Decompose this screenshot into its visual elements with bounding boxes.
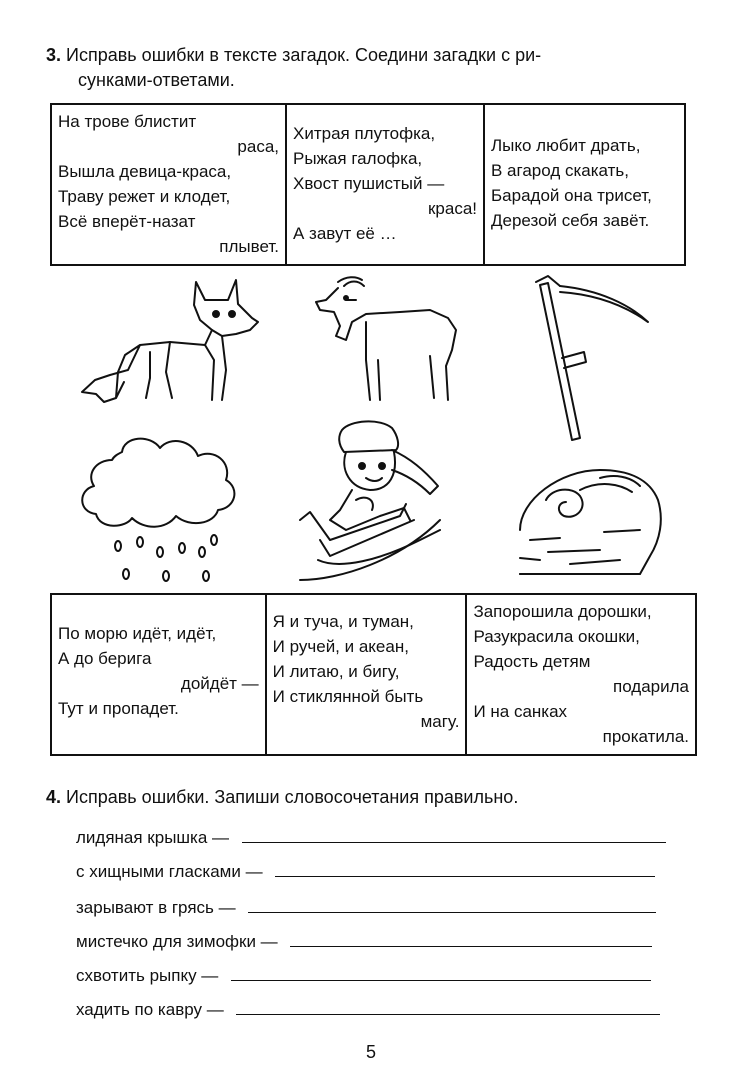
task3-heading xyxy=(46,42,696,68)
task4-number: 4. xyxy=(46,787,62,807)
phrase: хадить по кавру — xyxy=(76,1000,224,1019)
riddle-line: дойдёт — xyxy=(180,674,259,693)
riddle-line: Радость детям xyxy=(473,652,591,671)
riddle-line: А до берига xyxy=(58,649,152,668)
bottom-riddles-table xyxy=(50,593,697,756)
riddle-wave xyxy=(52,595,265,754)
riddle-goat xyxy=(483,105,684,264)
task3-number: 3. xyxy=(46,45,62,65)
riddle-line: Вышла девица-краса, xyxy=(58,162,232,181)
riddle-line: Траву режет и клодет, xyxy=(58,187,231,206)
riddle-line: И литаю, и бигу, xyxy=(272,662,400,681)
fox-picture[interactable] xyxy=(82,280,258,402)
riddle-line: Лыко любит драть, xyxy=(491,136,641,155)
task4-instruction: Исправь ошибки. Запиши словосочетания правильно. xyxy=(66,787,519,807)
task4-row xyxy=(76,898,656,918)
riddle-line: магу. xyxy=(420,712,460,731)
answer-line[interactable] xyxy=(290,945,652,947)
riddle-line: плывет. xyxy=(219,237,279,256)
riddle-rain xyxy=(265,595,466,754)
phrase: схвотить рыпку — xyxy=(76,966,219,985)
task4-heading xyxy=(46,784,696,810)
riddle-line: краса! xyxy=(427,199,477,218)
riddle-winter xyxy=(465,595,695,754)
sea-wave-picture[interactable] xyxy=(520,470,661,574)
task4-row xyxy=(76,966,651,986)
answer-line[interactable] xyxy=(248,911,656,913)
answer-line[interactable] xyxy=(231,979,651,981)
riddle-scythe xyxy=(52,105,285,264)
child-on-sled-picture[interactable] xyxy=(300,421,440,580)
answer-line[interactable] xyxy=(275,875,655,877)
riddle-line: Хитрая плутофка, xyxy=(293,124,436,143)
riddle-line: Разукрасила окошки, xyxy=(473,627,640,646)
riddle-line: А завут её … xyxy=(293,224,397,243)
phrase: лидяная крышка — xyxy=(76,828,230,847)
task3-instruction-line1: Исправь ошибки в тексте загадок. Соедини загадки с ри- xyxy=(66,45,542,65)
task4-row xyxy=(76,828,666,848)
riddle-line: подарила xyxy=(613,677,689,696)
phrase: мистечко для зимофки — xyxy=(76,932,278,951)
riddle-line: раса, xyxy=(237,137,279,156)
riddle-line: прокатила. xyxy=(602,727,689,746)
riddle-line: Я и туча, и туман, xyxy=(272,612,414,631)
phrase: зарывают в грясь — xyxy=(76,898,236,917)
riddle-line: Хвост пушистый — xyxy=(293,174,445,193)
rain-cloud-picture[interactable] xyxy=(82,439,234,581)
task4-row xyxy=(76,862,655,882)
riddle-line: Запорошила дорошки, xyxy=(473,602,652,621)
page-number: 5 xyxy=(365,1042,376,1062)
riddle-line: И на санках xyxy=(473,702,568,721)
answer-line[interactable] xyxy=(242,841,666,843)
riddle-line: И ручей, и акеан, xyxy=(272,637,409,656)
task4-row xyxy=(76,932,652,952)
phrase: с хищными гласками — xyxy=(76,862,263,881)
riddle-line: Рыжая галофка, xyxy=(293,149,423,168)
riddle-line: На трове блистит xyxy=(58,112,197,131)
goat-picture[interactable] xyxy=(316,277,456,400)
riddle-line: Всё вперёт-назат xyxy=(58,212,196,231)
answer-line[interactable] xyxy=(236,1013,660,1015)
riddle-line: В агарод скакать, xyxy=(491,161,630,180)
task4-row xyxy=(76,1000,660,1020)
riddle-fox xyxy=(285,105,483,264)
riddle-line: Дерезой себя завёт. xyxy=(491,211,650,230)
riddle-line: По морю идёт, идёт, xyxy=(58,624,217,643)
riddle-line: Барадой она трисет, xyxy=(491,186,652,205)
top-riddles-table xyxy=(50,103,686,266)
task3-instruction-line2: сунками-ответами. xyxy=(78,70,235,90)
riddle-line: И стиклянной быть xyxy=(272,687,424,706)
scythe-picture[interactable] xyxy=(536,276,648,440)
riddle-line: Тут и пропадет. xyxy=(58,699,179,718)
